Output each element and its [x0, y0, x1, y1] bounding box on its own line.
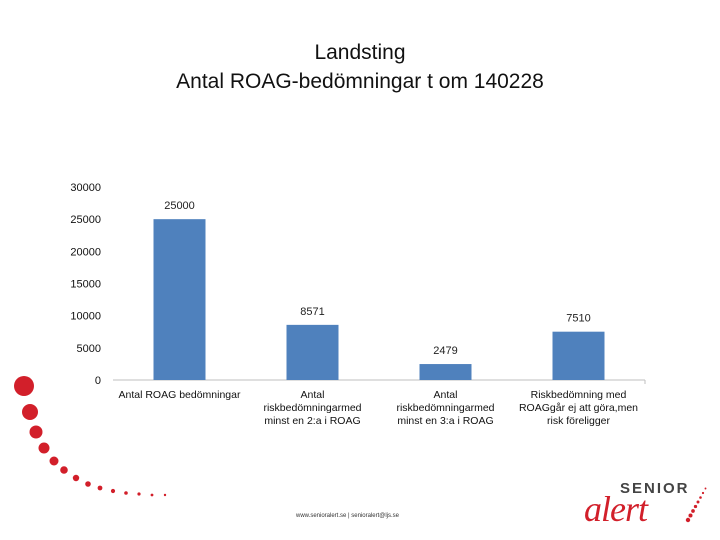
data-label: 8571: [300, 305, 325, 318]
decorative-dot: [151, 494, 154, 497]
y-tick-label: 30000: [70, 182, 101, 194]
data-label: 2479: [433, 345, 458, 358]
y-tick-label: 20000: [70, 246, 101, 259]
category-label-line: risk föreligger: [546, 415, 611, 427]
title-line-1: Landsting: [314, 41, 406, 64]
category-label-line: ROAGgår ej att göra,men: [518, 402, 639, 414]
y-tick-label: 15000: [70, 278, 101, 291]
category-label-line: minst en 2:a i ROAG: [264, 415, 361, 427]
title-line-2: Antal ROAG-bedömningar t om 140228: [176, 70, 544, 93]
decorative-dot: [60, 466, 68, 474]
logo-alert-text: alert: [584, 489, 647, 529]
data-label: 25000: [164, 200, 195, 213]
decorative-dot: [30, 426, 43, 439]
decorative-dot: [85, 481, 91, 487]
decorative-dot: [124, 491, 128, 495]
category-label-line: riskbedömningarmed: [396, 402, 495, 414]
y-tick-label: 25000: [70, 214, 101, 227]
decorative-dot: [137, 492, 140, 495]
decorative-dot: [164, 494, 166, 496]
footer-contact: www.senioralert.se | senioralert@ljs.se: [296, 513, 400, 519]
category-label-line: Riskbedömning med: [530, 389, 627, 401]
y-tick-label: 0: [94, 375, 101, 387]
y-tick-label: 10000: [70, 310, 101, 323]
logo-senior-text: SENIOR: [620, 480, 690, 497]
decorative-dot: [22, 404, 38, 420]
data-label: 7510: [566, 312, 591, 325]
category-label-line: minst en 3:a i ROAG: [397, 415, 494, 427]
category-label-line: Antal: [433, 389, 458, 401]
category-label-line: Antal: [300, 389, 325, 401]
senior-alert-logo: [578, 478, 710, 528]
note-line: 3= ohälsa i munnen som tandvård: [480, 184, 674, 198]
decorative-dot: [111, 489, 115, 493]
decorative-dot: [98, 486, 103, 491]
note-line: och läkare ska åtgärda: [480, 198, 610, 212]
note-line: omsorgspersonal ska åtgärda: [480, 170, 651, 184]
decorative-dot: [50, 457, 59, 466]
category-label-line: Antal ROAG bedömningar: [118, 389, 241, 401]
y-tick-label: 5000: [76, 342, 101, 355]
decorative-dot: [14, 376, 34, 396]
category-label-line: riskbedömningarmed: [263, 402, 362, 414]
note-line: 2= ohälsa i munnen som vård- och: [480, 156, 678, 170]
decorative-dot: [39, 443, 50, 454]
decorative-dot: [73, 475, 79, 481]
